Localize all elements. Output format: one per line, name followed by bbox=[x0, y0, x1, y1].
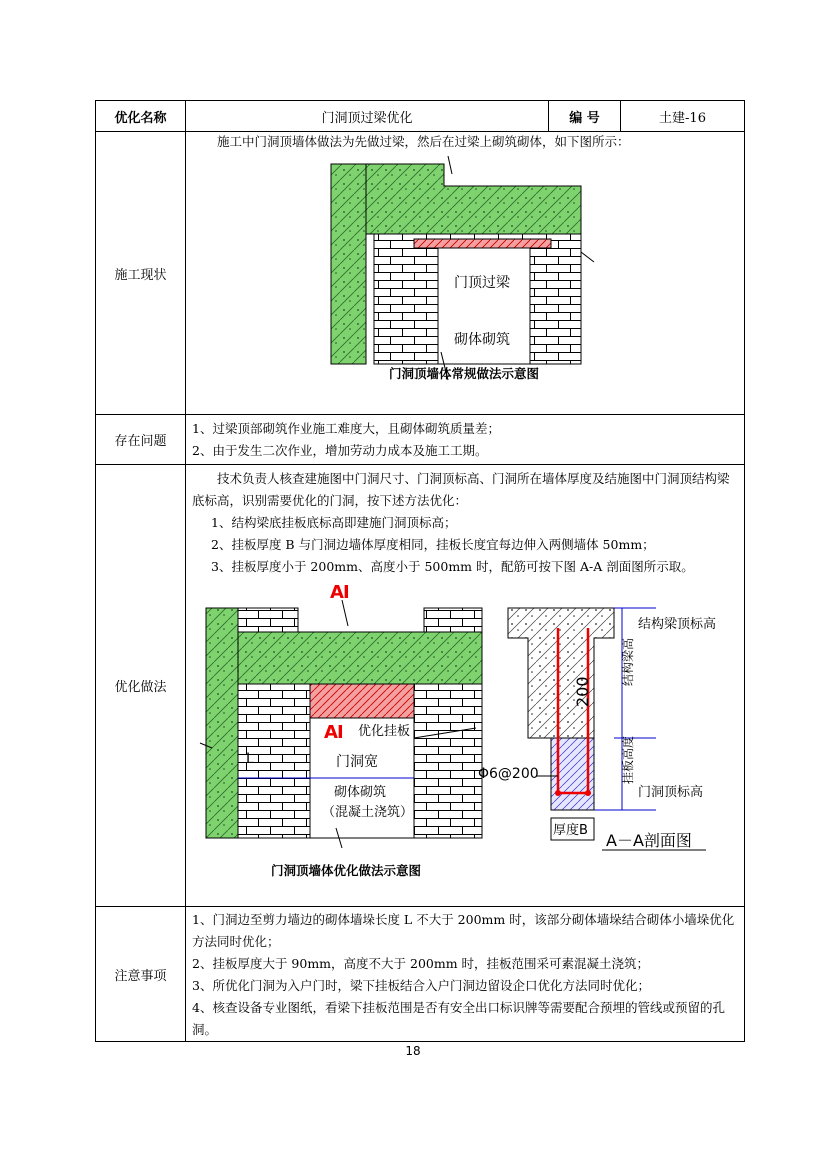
problem-item-2: 2、由于发生二次作业，增加劳动力成本及施工工期。 bbox=[192, 443, 488, 458]
status-text: 施工中门洞顶墙体做法为先做过梁，然后在过梁上砌筑砌体，如下图所示： bbox=[217, 134, 630, 149]
label-rebar: Φ6@200 bbox=[478, 766, 539, 782]
method-label: 优化做法 bbox=[96, 465, 186, 907]
method-item-2: 2、挂板厚度 B 与门洞边墙体厚度相同，挂板长度宜每边伸入两侧墙体 50mm； bbox=[211, 537, 655, 552]
label-lintel: 门顶过梁 bbox=[454, 275, 510, 291]
note-1: 1、门洞边至剪力墙边的砌体墙垛长度 L 不大于 200mm 时，该部分砌体墙垛结合砌体小墙垛优化方法同时优化； bbox=[192, 912, 735, 949]
opt-brick-right bbox=[414, 684, 482, 838]
note-3: 3、所优化门洞为入户门时，梁下挂板结合入户门洞边留设企口优化方法同时优化； bbox=[192, 978, 650, 993]
opt-beam bbox=[238, 632, 482, 684]
label-beam-height: 结构梁高 bbox=[621, 637, 635, 686]
method-item-1: 1、结构梁底挂板底标高即建施门洞顶标高； bbox=[211, 515, 457, 530]
notes-label: 注意事项 bbox=[96, 907, 186, 1042]
label-masonry-opt: 砌体砌筑 bbox=[334, 785, 387, 800]
top-beam bbox=[366, 164, 581, 234]
label-masonry: 砌体砌筑 bbox=[454, 332, 510, 348]
code-value: 土建-16 bbox=[621, 101, 745, 132]
name-value: 门洞顶过梁优化 bbox=[186, 101, 549, 132]
problem-label: 存在问题 bbox=[96, 415, 186, 465]
method-caption: 门洞顶墙体优化做法示意图 bbox=[270, 863, 422, 878]
status-caption: 门洞顶墙体常规做法示意图 bbox=[388, 366, 540, 381]
aa-top: A bbox=[330, 582, 344, 603]
method-item-3: 3、挂板厚度小于 200mm、高度小于 500mm 时，配筋可按下图 A-A 剖面图所示取。 bbox=[211, 559, 694, 574]
problem-cell bbox=[186, 415, 745, 465]
optimized-diagram bbox=[186, 578, 743, 884]
method-intro: 技术负责人核查建施图中门洞尺寸、门洞顶标高、门洞所在墙体厚度及结施图中门洞顶结构梁底标高，识别需要优化的门洞，按下述方法优化： bbox=[192, 471, 730, 508]
section-beam bbox=[508, 608, 614, 738]
label-plate-height: 挂板高度 bbox=[621, 735, 635, 784]
problem-item-1: 1、过梁顶部砌筑作业施工难度大，且砌体砌筑质量差； bbox=[192, 421, 500, 436]
label-door-width: 门洞宽 bbox=[336, 754, 378, 770]
conventional-diagram bbox=[186, 152, 743, 386]
left-wall bbox=[331, 164, 366, 364]
aa-mid: A bbox=[324, 722, 338, 743]
optimization-table bbox=[95, 100, 745, 1042]
label-l: L bbox=[246, 751, 254, 767]
label-concrete: （混凝土浇筑） bbox=[322, 805, 414, 820]
status-cell bbox=[186, 132, 745, 415]
name-label: 优化名称 bbox=[96, 101, 186, 132]
label-door-top: 门洞顶标高 bbox=[638, 785, 704, 800]
note-2: 2、挂板厚度大于 90mm，高度不大于 200mm 时，挂板范围采可素混凝土浇筑； bbox=[192, 956, 650, 971]
dim-200: 200 bbox=[573, 676, 592, 707]
note-4: 4、核查设备专业图纸，看梁下挂板范围是否有安全出口标识牌等需要配合预埋的管线或预留的孔洞。 bbox=[192, 1000, 725, 1037]
hanging-plate bbox=[310, 684, 414, 718]
label-section: A－A剖面图 bbox=[606, 831, 692, 850]
page-number: 18 bbox=[405, 1044, 421, 1058]
label-beam-top: 结构梁顶标高 bbox=[638, 617, 717, 632]
label-thickness: 厚度B bbox=[553, 823, 588, 838]
code-label: 编 号 bbox=[549, 101, 621, 132]
lintel bbox=[414, 239, 551, 248]
svg-text:I: I bbox=[343, 582, 350, 603]
notes-cell bbox=[186, 907, 745, 1042]
label-plate: 优化挂板 bbox=[358, 724, 411, 739]
method-cell bbox=[186, 465, 745, 907]
status-label: 施工现状 bbox=[96, 132, 186, 415]
svg-text:I: I bbox=[337, 722, 344, 743]
opt-left-wall bbox=[206, 608, 238, 838]
